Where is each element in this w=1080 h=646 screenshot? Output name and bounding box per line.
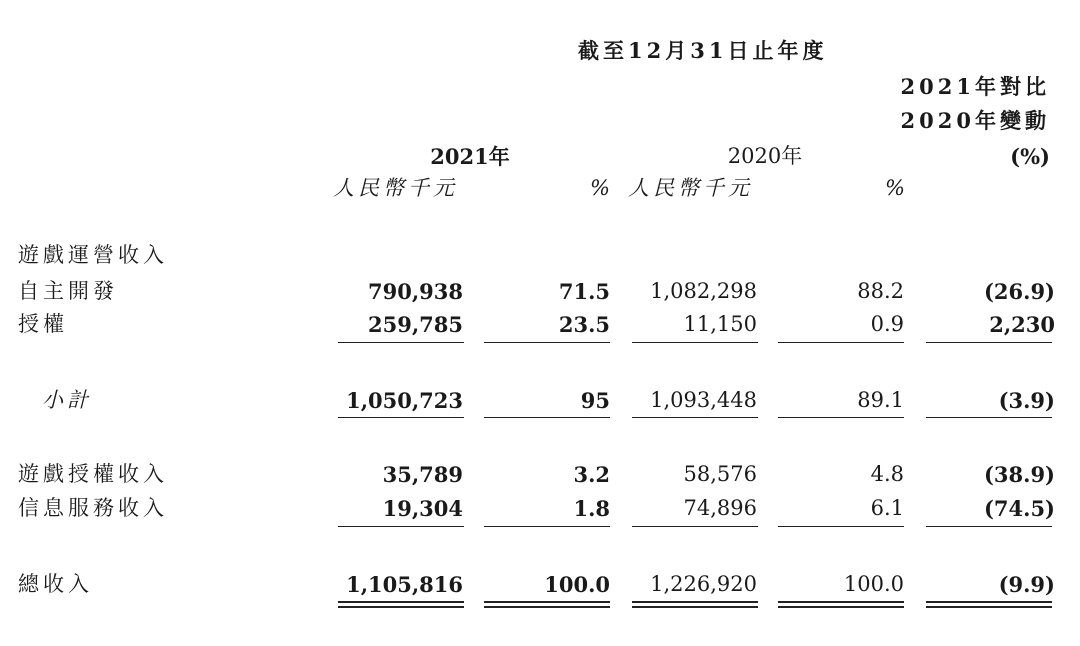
- cell-v2021: 1,105,816: [346, 572, 463, 597]
- unit-pct-2020: %: [885, 176, 905, 200]
- cell-v2021: 1,050,723: [346, 388, 463, 413]
- year-2021-header: 2021年: [430, 144, 510, 169]
- cell-change: (9.9): [998, 572, 1055, 597]
- row-label-subtotal: 小計: [42, 388, 92, 412]
- rule-total-p2020: [778, 526, 904, 527]
- cell-change: 2,230: [989, 312, 1055, 337]
- row-label-total-revenue: 總收入: [18, 572, 93, 596]
- row-label-game-operation: 遊戲運營收入: [18, 243, 168, 267]
- cell-p2020: 89.1: [857, 388, 904, 412]
- cell-v2021: 35,789: [382, 462, 463, 487]
- cell-v2021: 19,304: [382, 496, 463, 521]
- cell-v2020: 11,150: [683, 312, 757, 336]
- cell-p2020: 6.1: [870, 496, 904, 520]
- period-header: 截至12月31日止年度: [578, 38, 828, 63]
- row-label-self-developed: 自主開發: [18, 279, 118, 303]
- cell-v2020: 1,226,920: [650, 572, 757, 596]
- cell-p2021: 100.0: [544, 572, 610, 597]
- cell-p2020: 88.2: [857, 279, 904, 303]
- cell-p2020: 100.0: [843, 572, 904, 596]
- double-rule-v2020: [632, 601, 758, 608]
- rule-section-v2020: [632, 417, 758, 418]
- cell-v2020: 1,082,298: [650, 279, 757, 303]
- rule-subtotal-change: [926, 342, 1052, 343]
- rule-total-v2021: [338, 526, 464, 527]
- cell-v2020: 74,896: [683, 496, 757, 520]
- cell-p2021: 95: [580, 388, 610, 413]
- cell-v2020: 58,576: [683, 462, 757, 486]
- rule-section-p2020: [778, 417, 904, 418]
- change-header-line1: 2021年對比: [900, 74, 1050, 99]
- double-rule-p2020: [778, 601, 904, 608]
- cell-v2021: 790,938: [368, 279, 463, 304]
- change-header-unit: (%): [1010, 144, 1050, 169]
- double-rule-change: [926, 601, 1052, 608]
- rule-total-v2020: [632, 526, 758, 527]
- rule-total-change: [926, 526, 1052, 527]
- rule-subtotal-p2020: [778, 342, 904, 343]
- cell-change: (74.5): [983, 496, 1055, 521]
- rule-section-change: [926, 417, 1052, 418]
- double-rule-p2021: [484, 601, 610, 608]
- rule-subtotal-v2020: [632, 342, 758, 343]
- cell-p2020: 0.9: [870, 312, 904, 336]
- row-label-game-licensing-revenue: 遊戲授權收入: [18, 462, 168, 486]
- rule-section-p2021: [484, 417, 610, 418]
- unit-rmb-2020: 人民幣千元: [628, 176, 753, 200]
- row-label-licensing: 授權: [18, 312, 68, 336]
- cell-change: (38.9): [983, 462, 1055, 487]
- cell-v2020: 1,093,448: [650, 388, 757, 412]
- change-header-line2: 2020年變動: [900, 108, 1050, 133]
- cell-change: (3.9): [998, 388, 1055, 413]
- cell-p2021: 3.2: [573, 462, 610, 487]
- unit-rmb-2021: 人民幣千元: [333, 176, 458, 200]
- rule-subtotal-v2021: [338, 342, 464, 343]
- double-rule-v2021: [338, 601, 464, 608]
- cell-p2021: 71.5: [558, 279, 610, 304]
- cell-p2021: 1.8: [573, 496, 610, 521]
- rule-total-p2021: [484, 526, 610, 527]
- cell-change: (26.9): [983, 279, 1055, 304]
- cell-v2021: 259,785: [368, 312, 463, 337]
- cell-p2021: 23.5: [558, 312, 610, 337]
- row-label-info-service-revenue: 信息服務收入: [18, 496, 168, 520]
- cell-p2020: 4.8: [870, 462, 904, 486]
- unit-pct-2021: %: [590, 176, 610, 200]
- rule-subtotal-p2021: [484, 342, 610, 343]
- year-2020-header: 2020年: [727, 144, 803, 168]
- rule-section-v2021: [338, 417, 464, 418]
